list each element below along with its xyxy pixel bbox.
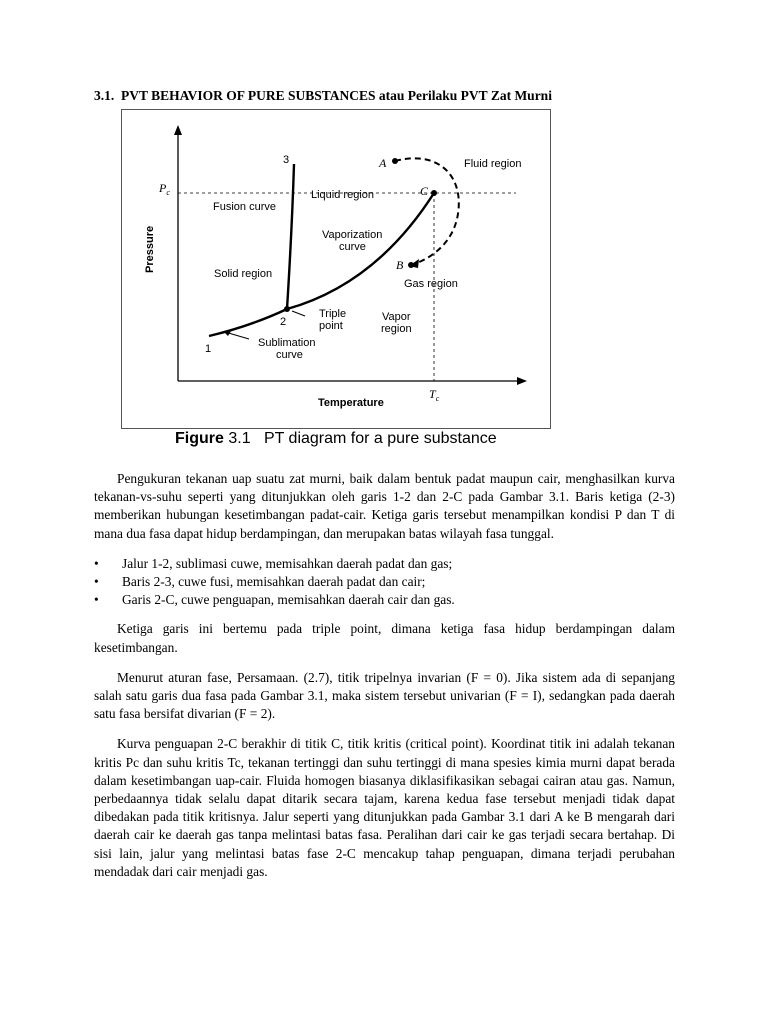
triple-point-label-1: Triple (319, 308, 347, 320)
sublimation-curve-label-1: Sublimation (258, 337, 316, 349)
point-b-label: B (396, 258, 404, 272)
bullet-icon: • (94, 592, 99, 608)
vapor-region-label-1: Vapor (382, 311, 411, 323)
triple-point-label-2: point (319, 320, 343, 332)
bullet-list (94, 555, 675, 610)
list-item-text: Garis 2-C, cuwe penguapan, memisahkan daerah cair dan gas. (122, 592, 455, 608)
point-a-marker (392, 158, 398, 164)
figure-caption (175, 430, 497, 448)
pt-diagram (121, 109, 551, 455)
section-title: PVT BEHAVIOR OF PURE SUBSTANCES atau Perilaku PVT Zat Murni (121, 88, 552, 103)
body-text (94, 470, 675, 893)
caption-number: 3.1 (228, 430, 251, 447)
solid-region-label: Solid region (214, 268, 273, 280)
bullet-icon: • (94, 555, 99, 571)
point-a-label: A (379, 156, 387, 170)
list-item-text: Jalur 1-2, sublimasi cuwe, memisahkan daerah padat dan gas; (122, 555, 453, 571)
vaporization-curve-label-2: curve (339, 241, 366, 253)
point-c-label: C (420, 184, 429, 198)
y-axis-label: Pressure (144, 225, 156, 273)
paragraph-3: Menurut aturan fase, Persamaan. (2.7), titik tripelnya invarian (F = 0). Jika sistem ada di sepanjang salah satu garis dua fasa pada Gambar 3.1, maka sistem tersebut univarian (F = I), sedangkan pada daerah satu fasa bersifat divarian (F = 2). (94, 669, 675, 722)
section-number: 3.1. (94, 88, 115, 103)
vaporization-curve-label-1: Vaporization (322, 229, 383, 241)
list-item (94, 555, 675, 573)
liquid-region-label: Liquid region (311, 189, 374, 201)
paragraph-4: Kurva penguapan 2-C berakhir di titik C, titik kritis (critical point). Koordinat titik ini adalah tekanan kritis Pc dan suhu kritis Tc, tekanan tertinggi dan suhu tertinggi di mana spesies kimia murni dapat berada dalam kesetimbangan uap-cair. Fluida homogen biasanya diklasifikasikan sebagai cairan atau gas. Namun, perbedaannya tidak selalu dapat ditarik secara tajam, karena kedua fase tersebut menjadi tidak dapat dibedakan pada titik kritisnya. Jalur seperti yang ditunjukkan pada Gambar 3.1 dari A ke B mengarah dari daerah cair ke daerah gas tanpa melintasi batas fasa. Peralihan dari cair ke gas terjadi secara bertahap. Di sisi lain, jalur yang melintasi batas fase 2-C mencakup tahap penguapan, dimana terjadi perubahan mendadak dari cair menjadi gas. (94, 736, 675, 879)
point-1-label: 1 (205, 343, 212, 355)
section-heading (94, 88, 694, 104)
vapor-region-label-2: region (381, 323, 412, 335)
point-b-marker (408, 262, 414, 268)
gas-region-label: Gas region (404, 278, 458, 290)
sublimation-curve-label-2: curve (276, 349, 303, 361)
list-item-text: Baris 2-3, cuwe fusi, memisahkan daerah padat dan cair; (122, 574, 426, 590)
tc-label: $T_c$ (429, 387, 440, 403)
point-3-label: 3 (283, 154, 290, 166)
fusion-curve-label: Fusion curve (213, 201, 276, 213)
fluid-region-label: Fluid region (464, 158, 522, 170)
pc-label: $P_c$ (159, 181, 170, 197)
point-2-label: 2 (280, 316, 287, 328)
caption-text: PT diagram for a pure substance (263, 430, 497, 447)
paragraph-2: Ketiga garis ini bertemu pada triple point, dimana ketiga fasa hidup berdampingan dalam kesetimbangan. (94, 621, 675, 655)
critical-point-marker (431, 190, 437, 196)
triple-point-marker (284, 306, 290, 312)
pt-diagram-figure (121, 109, 551, 455)
list-item (94, 591, 675, 609)
x-axis-label: Temperature (318, 397, 384, 409)
bullet-icon: • (94, 574, 99, 590)
paragraph-1: Pengukuran tekanan uap suatu zat murni, baik dalam bentuk padat maupun cair, menghasilkan kurva tekanan-vs-suhu seperti yang ditunjukkan oleh garis 1-2 dan 2-C pada Gambar 3.1. Baris ketiga (2-3) memberikan hubungan kesetimbangan padat-cair. Ketiga garis tersebut menampilkan kondisi P dan T di mana dua fasa dapat hidup berdampingan, dan merupakan batas wilayah fasa tunggal. (94, 471, 675, 541)
caption-label: Figure (175, 430, 224, 447)
list-item (94, 573, 675, 591)
